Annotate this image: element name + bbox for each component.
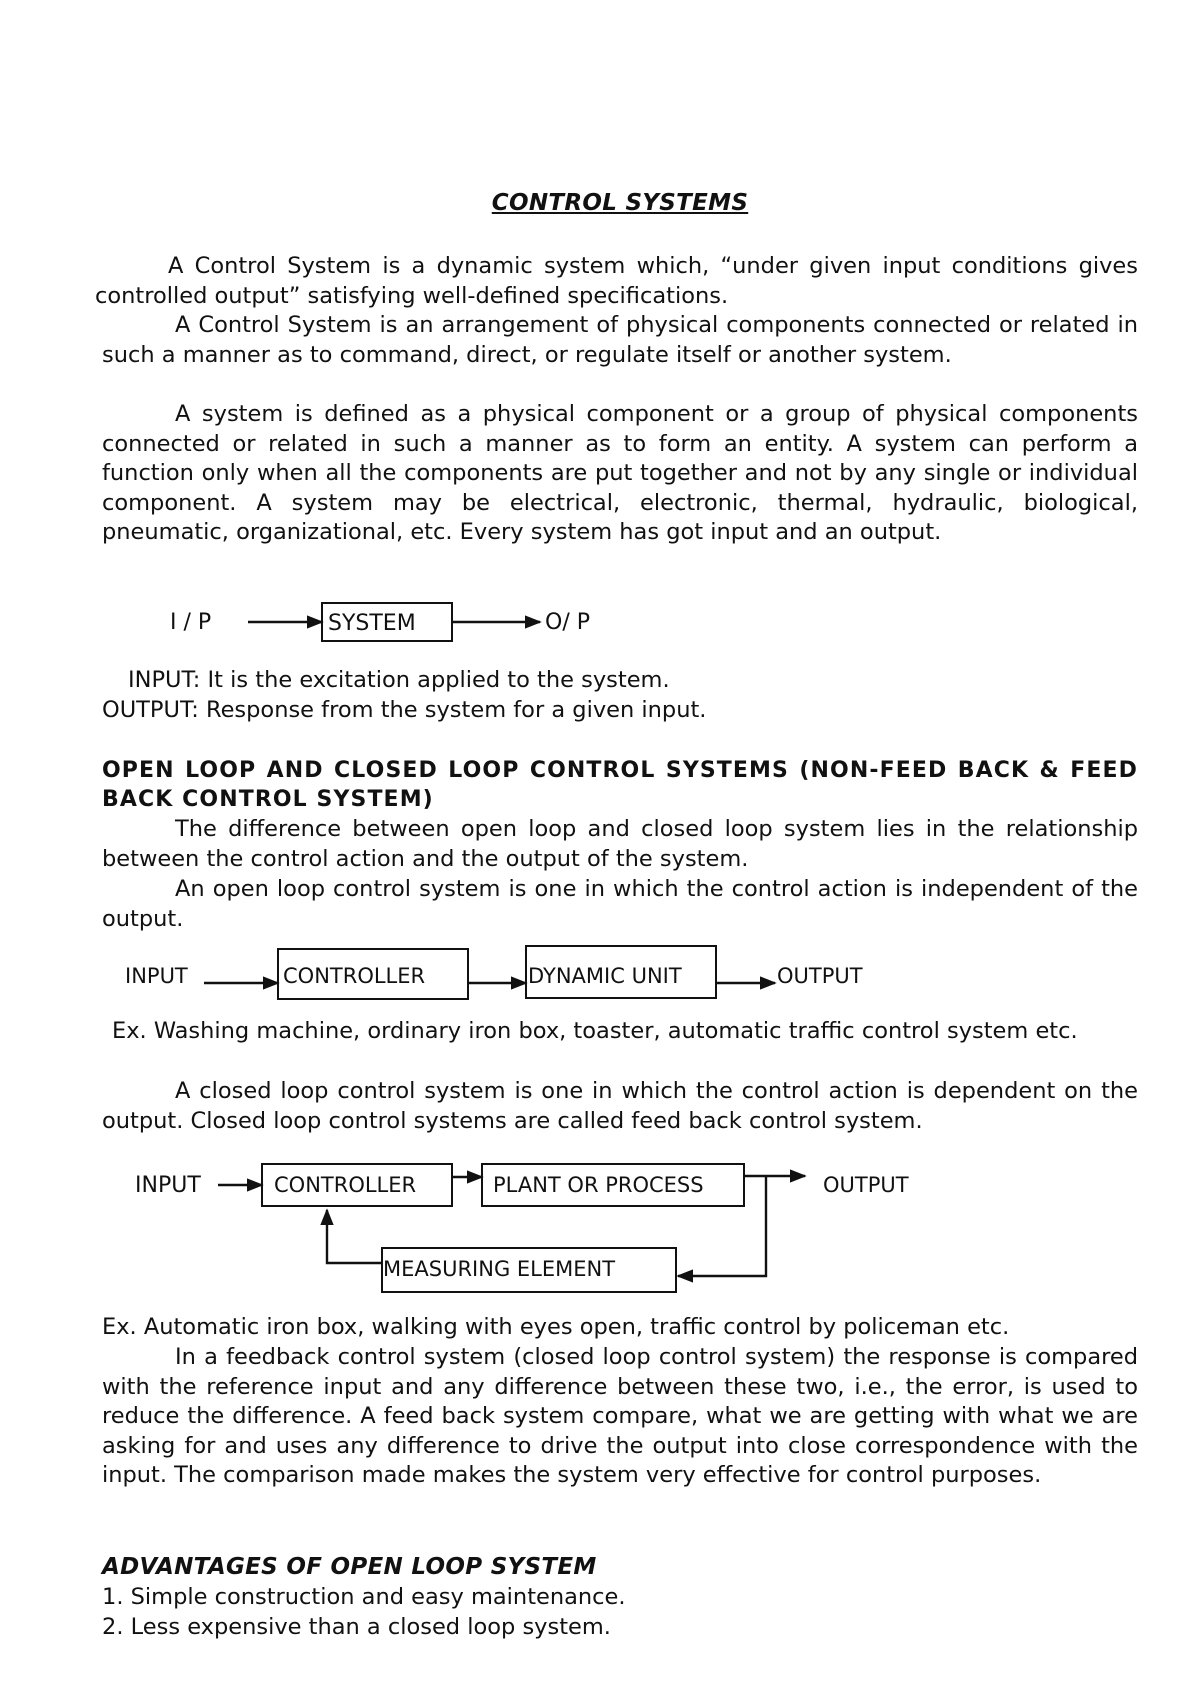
input-definition: INPUT: It is the excitation applied to the system. (128, 667, 670, 693)
output-definition: OUTPUT: Response from the system for a given input. (102, 697, 707, 723)
plant-process-box-label: PLANT OR PROCESS (493, 1173, 704, 1197)
intro-paragraph-1: A Control System is a dynamic system which, “under given input conditions gives controlled output” satisfying well-defined specifications. (95, 253, 1138, 309)
diagram1-output-label: O/ P (545, 610, 590, 635)
advantage-item-1: 1. Simple construction and easy maintenance. (102, 1584, 626, 1610)
controller-box-closed-label: CONTROLLER (274, 1173, 417, 1197)
closed-loop-definition: A closed loop control system is one in which the control action is dependent on the output. Closed loop control systems are called feed back control system. (102, 1078, 1138, 1134)
open-closed-paragraph-1: The difference between open loop and closed loop system lies in the relationship between the control action and the output of the system. (102, 816, 1138, 872)
diagram3-input-label: INPUT (135, 1173, 201, 1198)
page-title: CONTROL SYSTEMS (491, 190, 749, 216)
open-closed-paragraph-2: An open loop control system is one in which the control action is independent of the output. (102, 876, 1138, 932)
measuring-element-box-label: MEASURING ELEMENT (383, 1257, 616, 1281)
system-box-label: SYSTEM (328, 611, 416, 636)
feedback-paragraph: In a feedback control system (closed loop control system) the response is compared with the reference input and any difference between these two, i.e., the error, is used to reduce the difference. A feed back system compare, what we are getting with what we are asking for and uses any difference to drive the output into close correspondence with the input. The comparison made makes the system very effective for control purposes. (102, 1344, 1138, 1488)
intro-paragraph-3: A system is defined as a physical component or a group of physical components connected or related in such a manner as to form an entity. A system can perform a function only when all the components are put together and not by any single or individual component. A system may be electrical, electronic, thermal, hydraulic, biological, pneumatic, organizational, etc. Every system has got input and an output. (102, 401, 1138, 545)
section-heading-open-closed: OPEN LOOP AND CLOSED LOOP CONTROL SYSTEMS (NON-FEED BACK & FEED BACK CONTROL SYSTEM) (102, 758, 1138, 812)
intro-paragraph-2: A Control System is an arrangement of physical components connected or related in such a manner as to command, direct, or regulate itself or another system. (102, 312, 1138, 368)
advantages-heading: ADVANTAGES OF OPEN LOOP SYSTEM (102, 1554, 597, 1580)
dynamic-unit-box-label: DYNAMIC UNIT (528, 964, 682, 988)
feedback-path-to-controller (327, 1210, 382, 1263)
open-loop-example: Ex. Washing machine, ordinary iron box, toaster, automatic traffic control system etc. (112, 1018, 1078, 1044)
controller-box-label: CONTROLLER (283, 964, 426, 988)
closed-loop-example: Ex. Automatic iron box, walking with eyes open, traffic control by policeman etc. (102, 1314, 1010, 1340)
advantage-item-2: 2. Less expensive than a closed loop system. (102, 1614, 611, 1640)
diagram2-output-label: OUTPUT (777, 964, 863, 988)
diagram1-input-label: I / P (170, 610, 212, 635)
diagram3-output-label: OUTPUT (823, 1173, 909, 1197)
diagram2-input-label: INPUT (125, 964, 188, 988)
